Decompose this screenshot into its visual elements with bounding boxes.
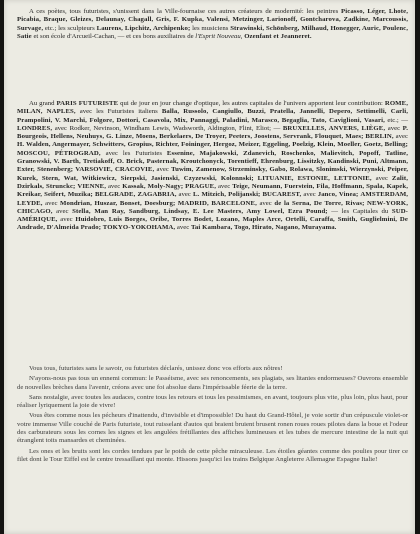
appeal-paragraph-5: Les ones et les bruits sont les cordes tendues par le poids de cette pêche miraculeuse. Les étoiles géantes comme des poulies pour tirer ce filet dont le Tour Eiffel est le centre tressaillant qui monte. Hissons jusqu'ici les trains Belgique Angleterre Allemagne Espagne Italie! [17, 447, 408, 463]
intro-text: A ces poètes, tous futuristes, s'unissent dans la Ville-fournaise ces autres créateurs de modernité: les peintres [29, 8, 339, 15]
appeal-paragraph-3: Sans nostalgie, avec toutes les audaces, contre tous les retours et tous les pessimismes, en avant, toujours plus vite, plus loin, plus haut, pour réaliser lyriquement la joie de vivre! [17, 393, 408, 410]
journal-name: l'Esprit Nouveau, [195, 32, 243, 40]
city-moscow: MOSCOU, PÉTROGRAD, [17, 149, 101, 157]
baltic-names: Zalit, Dzirkals, Strunckc; [17, 174, 409, 190]
city-brussels: BRUXELLES, ANVERS, LIÈGE, [282, 124, 386, 132]
document-page [4, 0, 415, 534]
italy-names: Balla, Russolo, Cangiullo, Buzzi, Pratella, Jannelli, Depero, Settimelli, Carli, Prampolini, V. Marchi, Folgore, Dottori, Casavola, Mix, Pannaggi, Paladini, Marasco, Begaglia, Tato, Caviglioni, Vasari, [17, 108, 408, 124]
capitals-intro: Au grand [29, 100, 55, 107]
city-bucharest: BUCAREST, [262, 191, 302, 199]
baltic-intro: avec [375, 174, 388, 182]
bucharest-names: Janco, Vinea; [317, 191, 359, 199]
musicians-list: Strawinski, Schönberg, Milhaud, Honegger, Auric, Poulenc, Satie [17, 24, 409, 40]
moscow-names: Essenine, Majakowski, Zdanevich, Roschenko, Malievitch, Popoff, Tatline, Granowski, V. Barth, Tretiakoff, O. Brick, Pasternak, Kroutchonyck, Torentieff, Ehrenburg, Lissitzky, Kandinski, Puni, Altmann, Exter, Stenenberg; [17, 149, 408, 174]
london-names: avec Rodker, Nevinson, Windham Lewis, Wadsworth, Aldington, Flint, Eliot; — [54, 124, 281, 132]
appeal-paragraph-4: Vous êtes comme nous les pécheurs d'inattendu, d'invisible et d'impossible! Du haut du Grand-Hôtel, je voie sortir d'un crépuscule violet-or votre immense Ville couché de Paris futuriste, tout ruisselant d'autos qui braient bruient brusent ronen roues roues pilotes dans la boue et l'odeur des carburateurs sous les cornes les signes et les angulées frétillantes des affiches lumineuses et les tubes de mercure intestine de la nuit qui étranglent toits mansardes et cheminées. [17, 412, 408, 445]
amsterdam-intro: avec [45, 199, 58, 207]
london-intro: etc.; — [387, 116, 409, 124]
painters-list: Picasso, Léger, Lhote, Picabia, Braque, Gleizes, Delaunay, Chagall, Gris, F. Kupka, Valensi, Metzinger, Larionoff, Gontcharova, Zadkine, Marcoussis, Survage, [17, 8, 409, 32]
madrid-names: de la Serna, De Torre, Rivas; [274, 199, 365, 207]
city-amsterdam: AMSTERDAM, LEYDE, [17, 191, 409, 207]
tail-names: Ozenfant et Jeanneret. [244, 32, 312, 40]
belgrade-names: L. Mitzich, Polijanski; [192, 191, 261, 199]
newyork-names: Stella, Man Ray, Sandburg, Lindsay, E. Lee Masters, Amy Lowel, Ezra Pound; [72, 207, 328, 215]
capitals-intro-2: qui de jour en jour change d'optique, les autres capitales de l'univers apportent leur contribution: [120, 100, 383, 107]
brussels-intro: avec [387, 124, 401, 132]
appeal-paragraph-2: N'ayons-nous pas tous un ennemi commun: le Passéisme, avec ses renoncements, ses plagiats, ses litanies endormeuses? Ouvrons ensemble de nouvelles brèches dans l'avenir, créons avec une foi absolue dans l'impérissable féerie de la terre. [17, 375, 408, 391]
southamerica-intro: — les Capitales du [331, 207, 389, 215]
sculptors-intro: etc.; les sculpteurs [44, 24, 95, 32]
document-body [17, 8, 408, 466]
city-tokyo: TOKYO-YOKOHAMA, [102, 224, 176, 232]
newyork-intro: avec [56, 207, 69, 215]
prague-names: Teige, Neumann, Fuerstein, Fila, Hoffmann, Spala, Kapek, Kreikar, Seifert, Muzika; [17, 182, 409, 199]
section-capitals [17, 100, 408, 356]
tokyo-names: Tai Kambara, Togo, Hirato, Nagano, Murayama. [190, 224, 337, 232]
madrid-intro: avec [259, 199, 272, 207]
italy-intro: avec les Futuristes italiens [79, 108, 158, 116]
warsaw-intro: avec [156, 166, 169, 174]
vienna-names: Kassak, Moly-Nagy; [122, 182, 184, 190]
berlin-names: H. Walden, Angermayer, Schwitters, Gropius, Richter, Foininger, Hergoz, Meizer, Eggeling, Poelzig, Klein, Moeller, Goetz, Belling; [17, 141, 408, 149]
city-italy: ROME, MILAN, NAPLES, [17, 100, 409, 116]
warsaw-names: Tuwim, Zamenow, Strzeminsky, Gabo, Rolawa, Slonimski, Wierzynski, Peiper, Kurek, Stern, Wat, Witkiewicz, Sierpski, Jasienski, Czyzewski, Kolonnski; [17, 166, 409, 182]
section-appeal [17, 365, 408, 464]
city-london: LONDRES, [17, 124, 53, 132]
section-paris-artists [17, 8, 408, 94]
paragraph-capitals [17, 100, 408, 233]
city-southamerica: SUD-AMÉRIQUE, [17, 207, 409, 224]
prague-intro: avec [217, 182, 231, 190]
berlin-intro: avec [395, 133, 409, 141]
moscow-intro: avec les Futuristes [105, 149, 162, 157]
sculptors-list: Laurens, Lipchitz, Archipenko; [96, 24, 191, 32]
musicians-intro: les musiciens [192, 24, 229, 32]
tail-intro: et son école d'Arcueil-Cachan, — et ces bons auxiliaires de [33, 32, 194, 40]
city-madrid: MADRID, BARCELONE, [177, 199, 257, 207]
city-warsaw: VARSOVIE, CRACOVIE, [75, 166, 155, 174]
amsterdam-names: Mondrian, Huszar, Bonset, Doesburg; [60, 199, 176, 207]
city-prague: PRAGUE, [185, 182, 216, 190]
brussels-names: P. Bourgeois, Hellens, Neuhuys, G. Linze, Moens, Berkelaers, De Troyer, Peeters, Joostens, Servrank, Flouquet, Maes; [17, 124, 409, 141]
city-baltic: LITUANIE, ESTONIE, LETTONIE, [257, 174, 372, 182]
city-berlin: BERLIN, [365, 133, 394, 141]
paragraph-paris-artists [17, 8, 408, 41]
city-newyork: NEW-YORK, CHICAGO, [17, 199, 409, 215]
appeal-paragraph-1: Vous tous, futuristes sans le savoir, ou futuristes déclarés, unissez donc vos efforts aux nôtres! [29, 365, 283, 372]
belgrade-intro: avec [178, 191, 191, 199]
bucharest-intro: avec [303, 191, 316, 199]
paris-futuriste-title: PARIS FUTURISTE [56, 100, 119, 107]
vienna-intro: avec [107, 182, 121, 190]
southamerica-names-intro: avec [60, 216, 73, 224]
tokyo-intro: avec [176, 224, 190, 232]
southamerica-names: Huidobro, Luis Borges, Oribe, Torres Bodet, Lozano, Maples Arce, Ortelli, Caraffa, Smith, Guglielmini, De Andrade, D'Almeida Prado; [17, 216, 409, 232]
page-edge-right [415, 0, 420, 534]
city-vienna: VIENNE, [77, 182, 106, 190]
city-belgrade: BELGRADE, ZAGABRIA, [94, 191, 177, 199]
